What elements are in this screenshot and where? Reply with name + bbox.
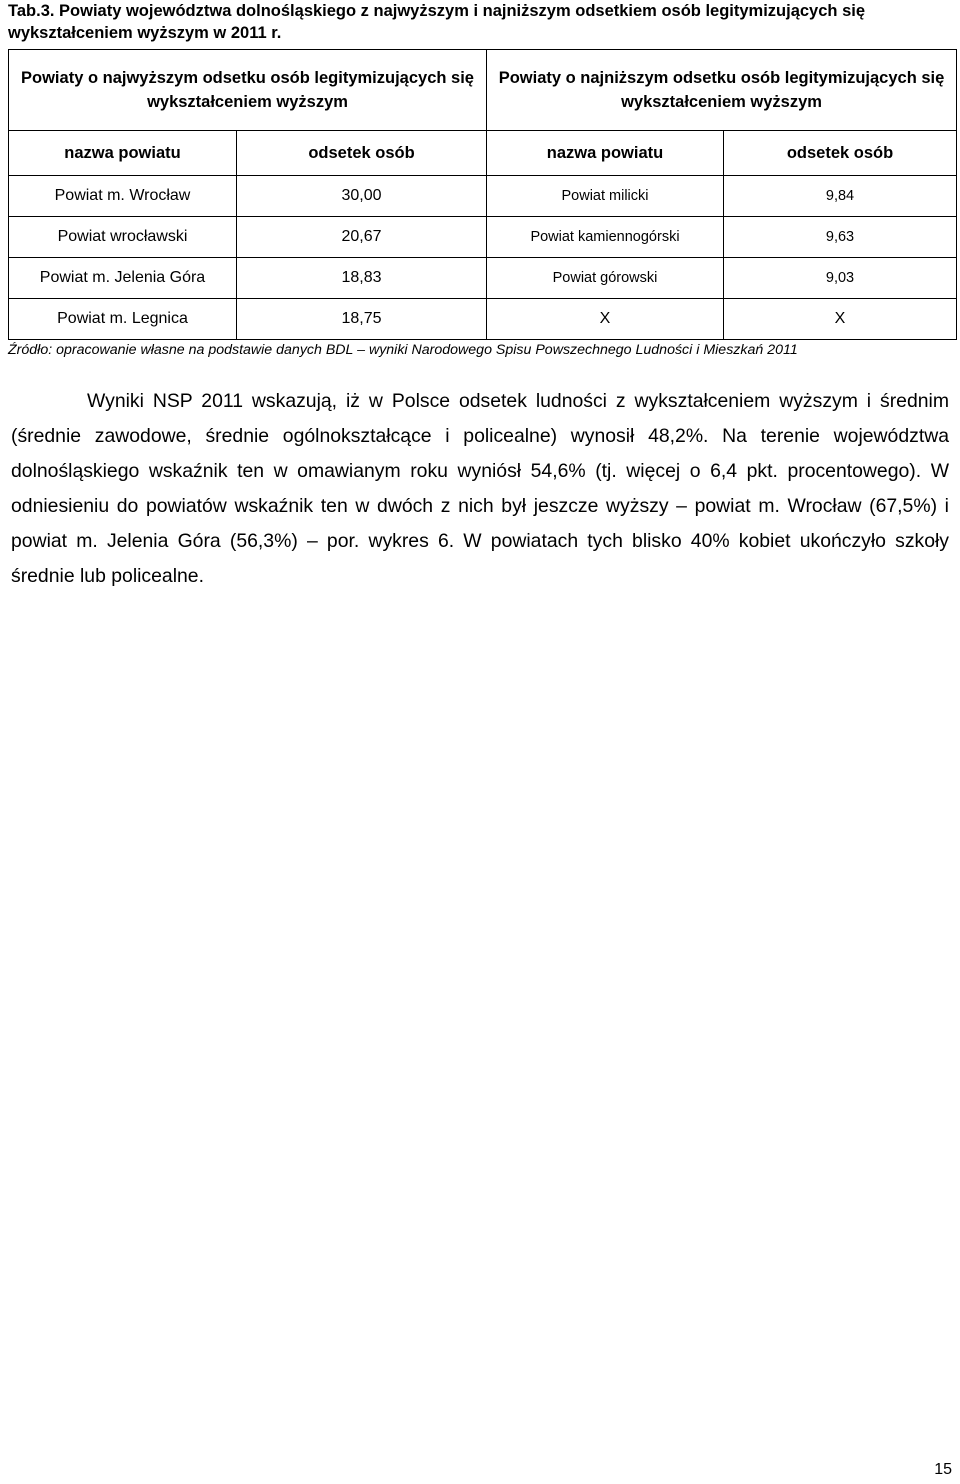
table-cell: Powiat m. Wrocław (9, 176, 237, 217)
column-header: odsetek osób (724, 131, 957, 176)
group-header-highest: Powiaty o najwyższym odsetku osób legitymizujących się wykształceniem wyższym (9, 50, 487, 131)
table-cell: X (487, 299, 724, 340)
table-cell: 30,00 (237, 176, 487, 217)
table-cell: X (724, 299, 957, 340)
table-row (9, 176, 957, 217)
table-cell: 20,67 (237, 217, 487, 258)
table-row (9, 217, 957, 258)
table-cell: 18,83 (237, 258, 487, 299)
table-cell: Powiat milicki (487, 176, 724, 217)
column-header: nazwa powiatu (487, 131, 724, 176)
source-note: Źródło: opracowanie własne na podstawie danych BDL – wyniki Narodowego Spisu Powszechnego Ludności i Mieszkań 2011 (8, 342, 798, 358)
table-cell: Powiat m. Legnica (9, 299, 237, 340)
table-cell: Powiat m. Jelenia Góra (9, 258, 237, 299)
table-cell: 9,03 (724, 258, 957, 299)
table-cell: 18,75 (237, 299, 487, 340)
table-cell: Powiat wrocławski (9, 217, 237, 258)
table-row (9, 299, 957, 340)
table-cell: 9,84 (724, 176, 957, 217)
column-header-row (9, 131, 957, 176)
body-paragraph: Wyniki NSP 2011 wskazują, iż w Polsce odsetek ludności z wykształceniem wyższym i średnim (średnie zawodowe, średnie ogólnokształcące i policealne) wynosił 48,2%. Na terenie województwa dolnośląskiego wskaźnik ten w omawianym roku wyniósł 54,6% (tj. więcej o 6,4 pkt. procentowego). W odniesieniu do powiatów wskaźnik ten w dwóch z nich był jeszcze wyższy – powiat m. Wrocław (67,5%) i powiat m. Jelenia Góra (56,3%) – por. wykres 6. W powiatach tych blisko 40% kobiet ukończyło szkoły średnie lub policealne. (11, 390, 949, 587)
data-table (8, 49, 957, 340)
group-header-lowest: Powiaty o najniższym odsetku osób legitymizujących się wykształceniem wyższym (487, 50, 957, 131)
page-number: 15 (934, 1461, 952, 1478)
table-cell: Powiat górowski (487, 258, 724, 299)
table-cell: 9,63 (724, 217, 957, 258)
column-header: odsetek osób (237, 131, 487, 176)
column-header: nazwa powiatu (9, 131, 237, 176)
group-header-row (9, 50, 957, 131)
table-row (9, 258, 957, 299)
table-caption: Tab.3. Powiaty województwa dolnośląskiego z najwyższym i najniższym odsetkiem osób legitymizujących się wykształceniem wyższym w 2011 r. (8, 2, 866, 42)
table-cell: Powiat kamiennogórski (487, 217, 724, 258)
